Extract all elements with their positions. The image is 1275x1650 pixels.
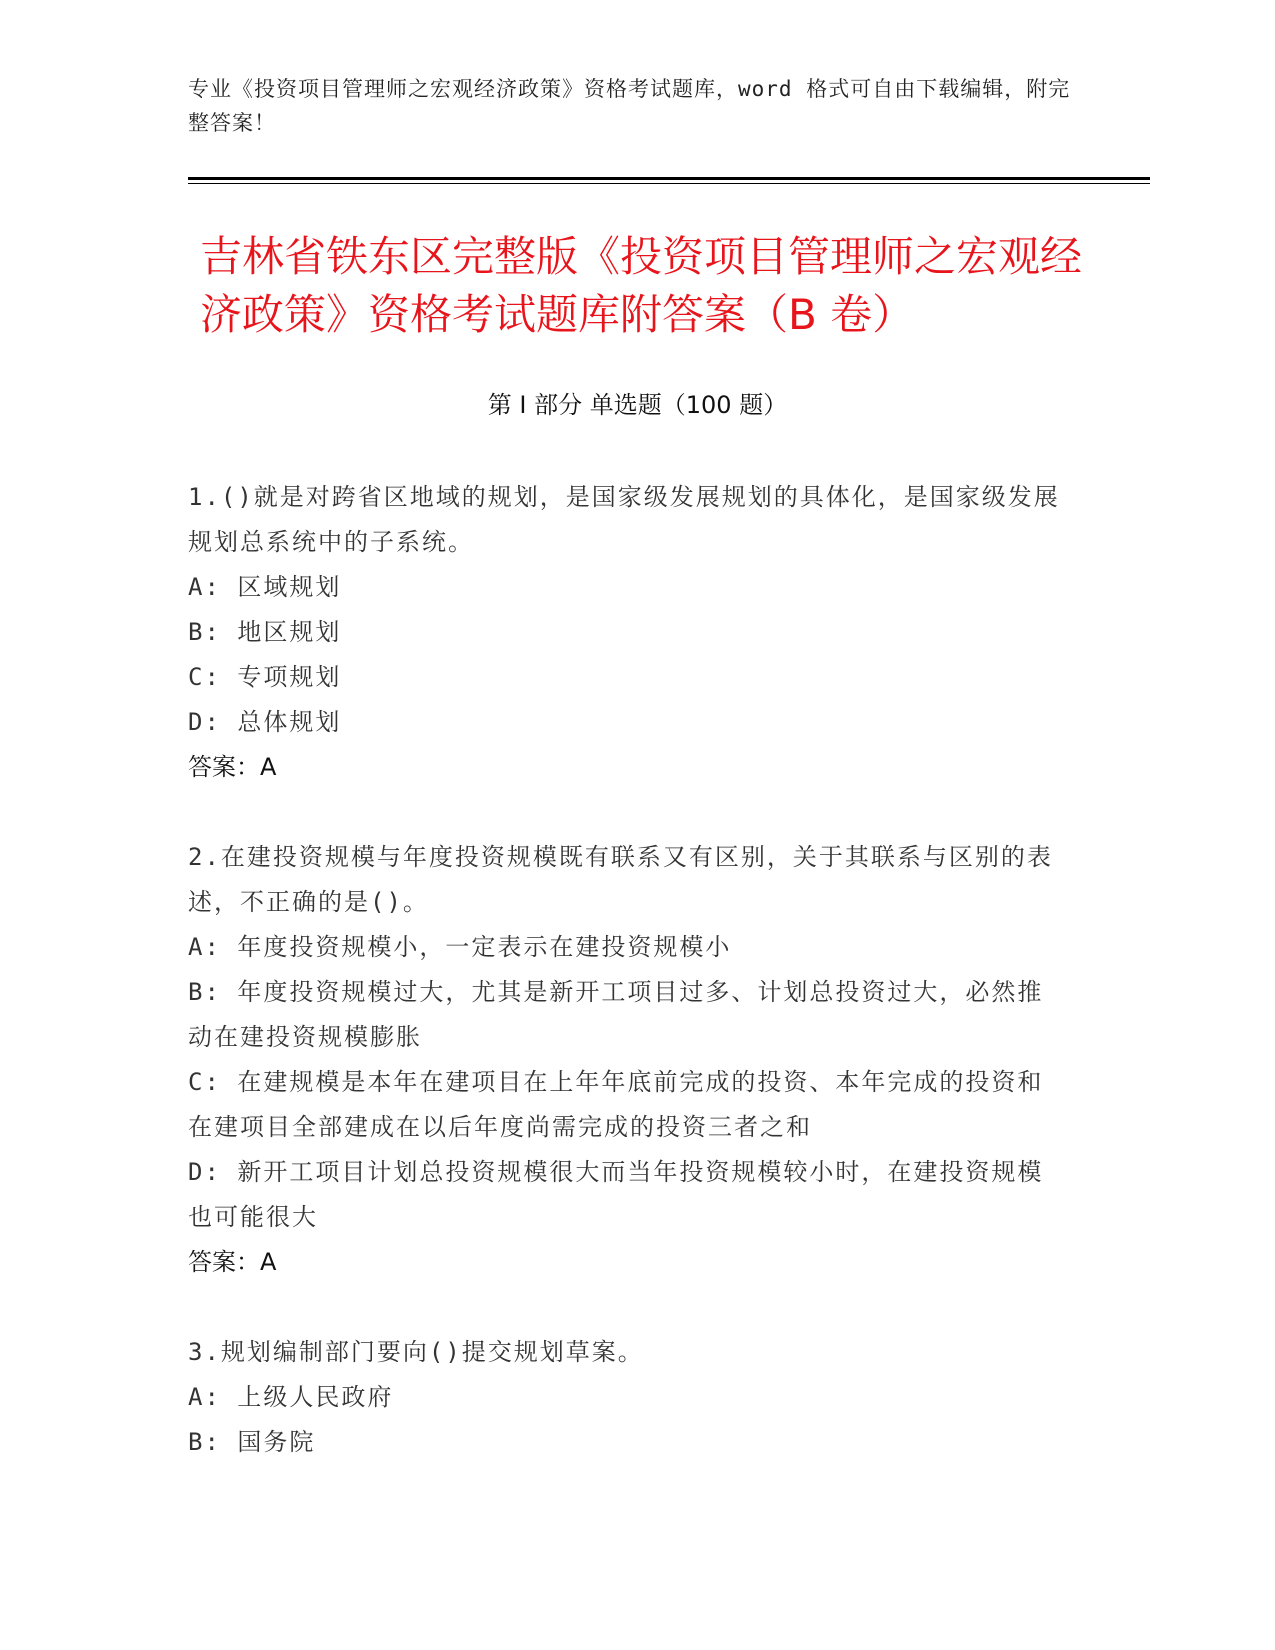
option-a: A: 上级人民政府 — [188, 1383, 394, 1411]
question-text: 1.()就是对跨省区地域的规划，是国家级发展规划的具体化，是国家级发展规划总系统中的子系统。 — [188, 483, 1060, 556]
question-2 — [188, 835, 1068, 1285]
answer: 答案：A — [188, 753, 277, 781]
section-title: 第 I 部分 单选题（100 题） — [487, 391, 788, 419]
option-b: B: 国务院 — [188, 1428, 316, 1456]
option-c: C: 在建规模是本年在建项目在上年年底前完成的投资、本年完成的投资和在建项目全部建成在以后年度尚需完成的投资三者之和 — [188, 1068, 1044, 1141]
answer: 答案：A — [188, 1248, 277, 1276]
question-1 — [188, 475, 1068, 790]
option-b: B: 年度投资规模过大，尤其是新开工项目过多、计划总投资过大，必然推动在建投资规模膨胀 — [188, 978, 1044, 1051]
header-divider-thick — [188, 177, 1150, 180]
question-3 — [188, 1330, 1068, 1465]
question-text: 2.在建投资规模与年度投资规模既有联系又有区别，关于其联系与区别的表述，不正确的是()。 — [188, 843, 1053, 916]
header-note: 专业《投资项目管理师之宏观经济政策》资格考试题库，word 格式可自由下载编辑，附完整答案！ — [188, 77, 1071, 135]
option-a: A: 区域规划 — [188, 573, 342, 601]
document-title: 吉林省铁东区完整版《投资项目管理师之宏观经济政策》资格考试题库附答案（B 卷） — [200, 232, 1083, 339]
option-c: C: 专项规划 — [188, 663, 342, 691]
header-divider-thin — [188, 183, 1150, 184]
option-d: D: 总体规划 — [188, 708, 342, 736]
option-a: A: 年度投资规模小，一定表示在建投资规模小 — [188, 933, 732, 961]
question-list — [188, 475, 1068, 1510]
option-d: D: 新开工项目计划总投资规模很大而当年投资规模较小时，在建投资规模也可能很大 — [188, 1158, 1044, 1231]
question-text: 3.规划编制部门要向()提交规划草案。 — [188, 1338, 644, 1366]
option-b: B: 地区规划 — [188, 618, 342, 646]
